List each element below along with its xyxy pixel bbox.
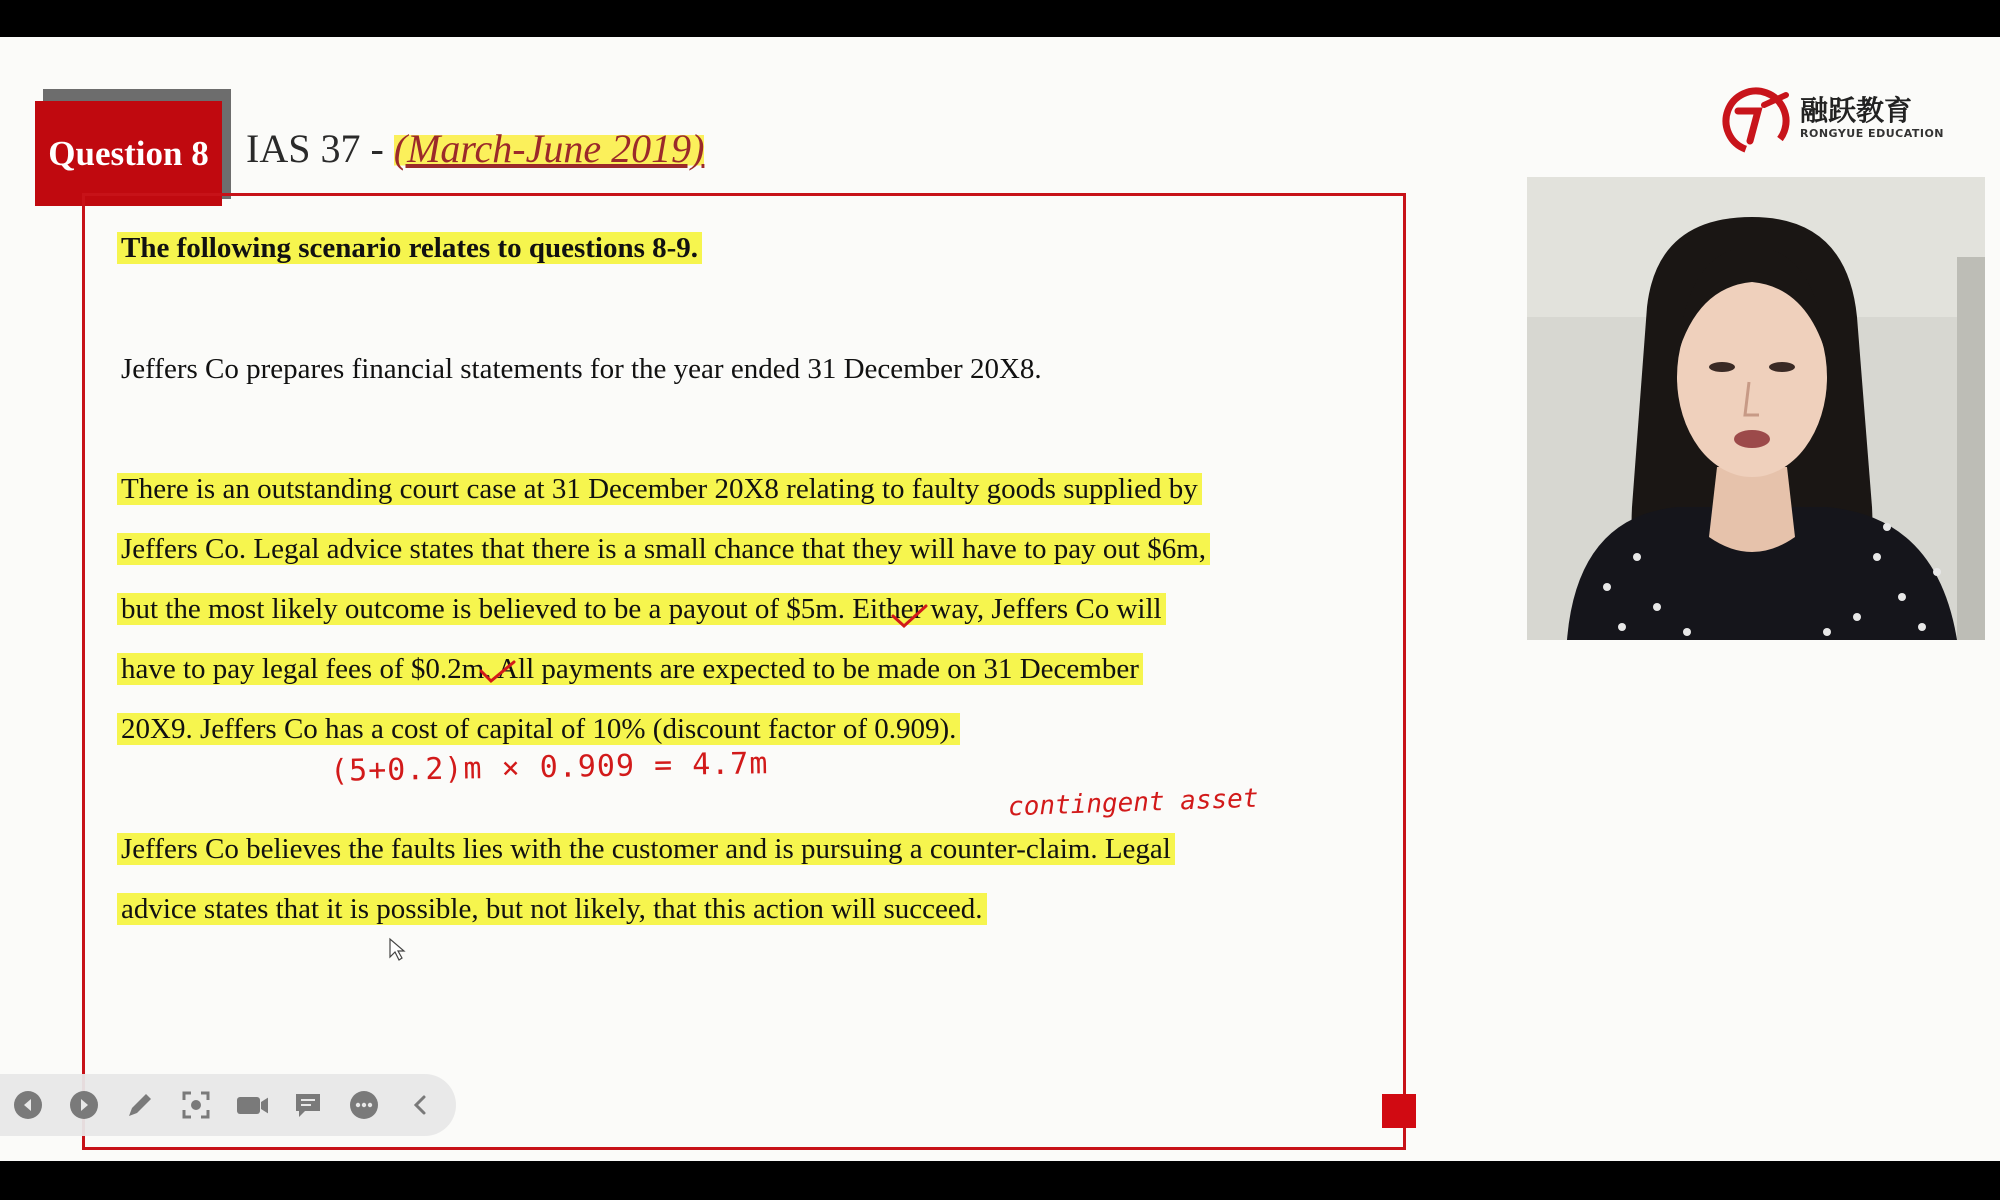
para2-line: There is an outstanding court case at 31 December 20X8 relating to faulty goods supplied by	[121, 468, 1198, 510]
presentation-toolbar	[0, 1074, 456, 1136]
collapse-toolbar-button[interactable]	[404, 1089, 436, 1121]
presenter-video-icon	[1527, 177, 1985, 640]
presentation-screen	[0, 37, 2000, 1161]
question-standard: IAS 37 -	[246, 126, 394, 171]
logo-name-en: RONGYUE EDUCATION	[1800, 127, 1945, 140]
para3-line: Jeffers Co believes the faults lies with the customer and is pursuing a counter-claim. Legal	[121, 828, 1171, 870]
next-slide-button[interactable]	[68, 1089, 100, 1121]
para2-line: Jeffers Co. Legal advice states that there is a small chance that they will have to pay out $6m,	[121, 528, 1206, 570]
resize-handle[interactable]	[1382, 1094, 1416, 1128]
question-title	[246, 125, 704, 172]
slide-intro-text: The following scenario relates to questions 8-9.	[117, 232, 702, 264]
handwritten-note: contingent asset	[1007, 783, 1259, 823]
collapse-icon	[405, 1090, 435, 1120]
camera-button[interactable]	[236, 1089, 268, 1121]
webcam-feed	[1527, 177, 1985, 640]
check-mark-icon	[890, 602, 930, 632]
question-period: (March-June 2019)	[393, 126, 705, 171]
question-badge: Question 8	[35, 101, 222, 206]
slide-intro	[121, 227, 698, 269]
slide-para1: Jeffers Co prepares financial statements for the year ended 31 December 20X8.	[121, 353, 1042, 385]
prev-icon	[13, 1090, 43, 1120]
more-options-button[interactable]	[348, 1089, 380, 1121]
para2-line: but the most likely outcome is believed to be a payout of $5m. Either way, Jeffers Co will	[121, 588, 1162, 630]
para2-line: have to pay legal fees of $0.2m. All payments are expected to be made on 31 December	[121, 648, 1139, 690]
pen-icon	[125, 1090, 155, 1120]
para3-line: advice states that it is possible, but not likely, that this action will succeed.	[121, 888, 983, 930]
mouse-cursor-icon	[388, 937, 406, 963]
screenshot-button[interactable]	[180, 1089, 212, 1121]
comment-icon	[293, 1090, 323, 1120]
logo-name-cn: 融跃教育	[1800, 94, 1913, 127]
screenshot-icon	[181, 1090, 211, 1120]
more-icon	[349, 1090, 379, 1120]
camera-icon	[236, 1090, 268, 1120]
para2-line: 20X9. Jeffers Co has a cost of capital of 10% (discount factor of 0.909).	[121, 708, 956, 750]
prev-slide-button[interactable]	[12, 1089, 44, 1121]
comment-button[interactable]	[292, 1089, 324, 1121]
handwritten-formula: (5+0.2)m × 0.909 = 4.7m	[329, 746, 769, 789]
next-icon	[69, 1090, 99, 1120]
pen-tool-button[interactable]	[124, 1089, 156, 1121]
check-mark-icon	[478, 659, 518, 689]
